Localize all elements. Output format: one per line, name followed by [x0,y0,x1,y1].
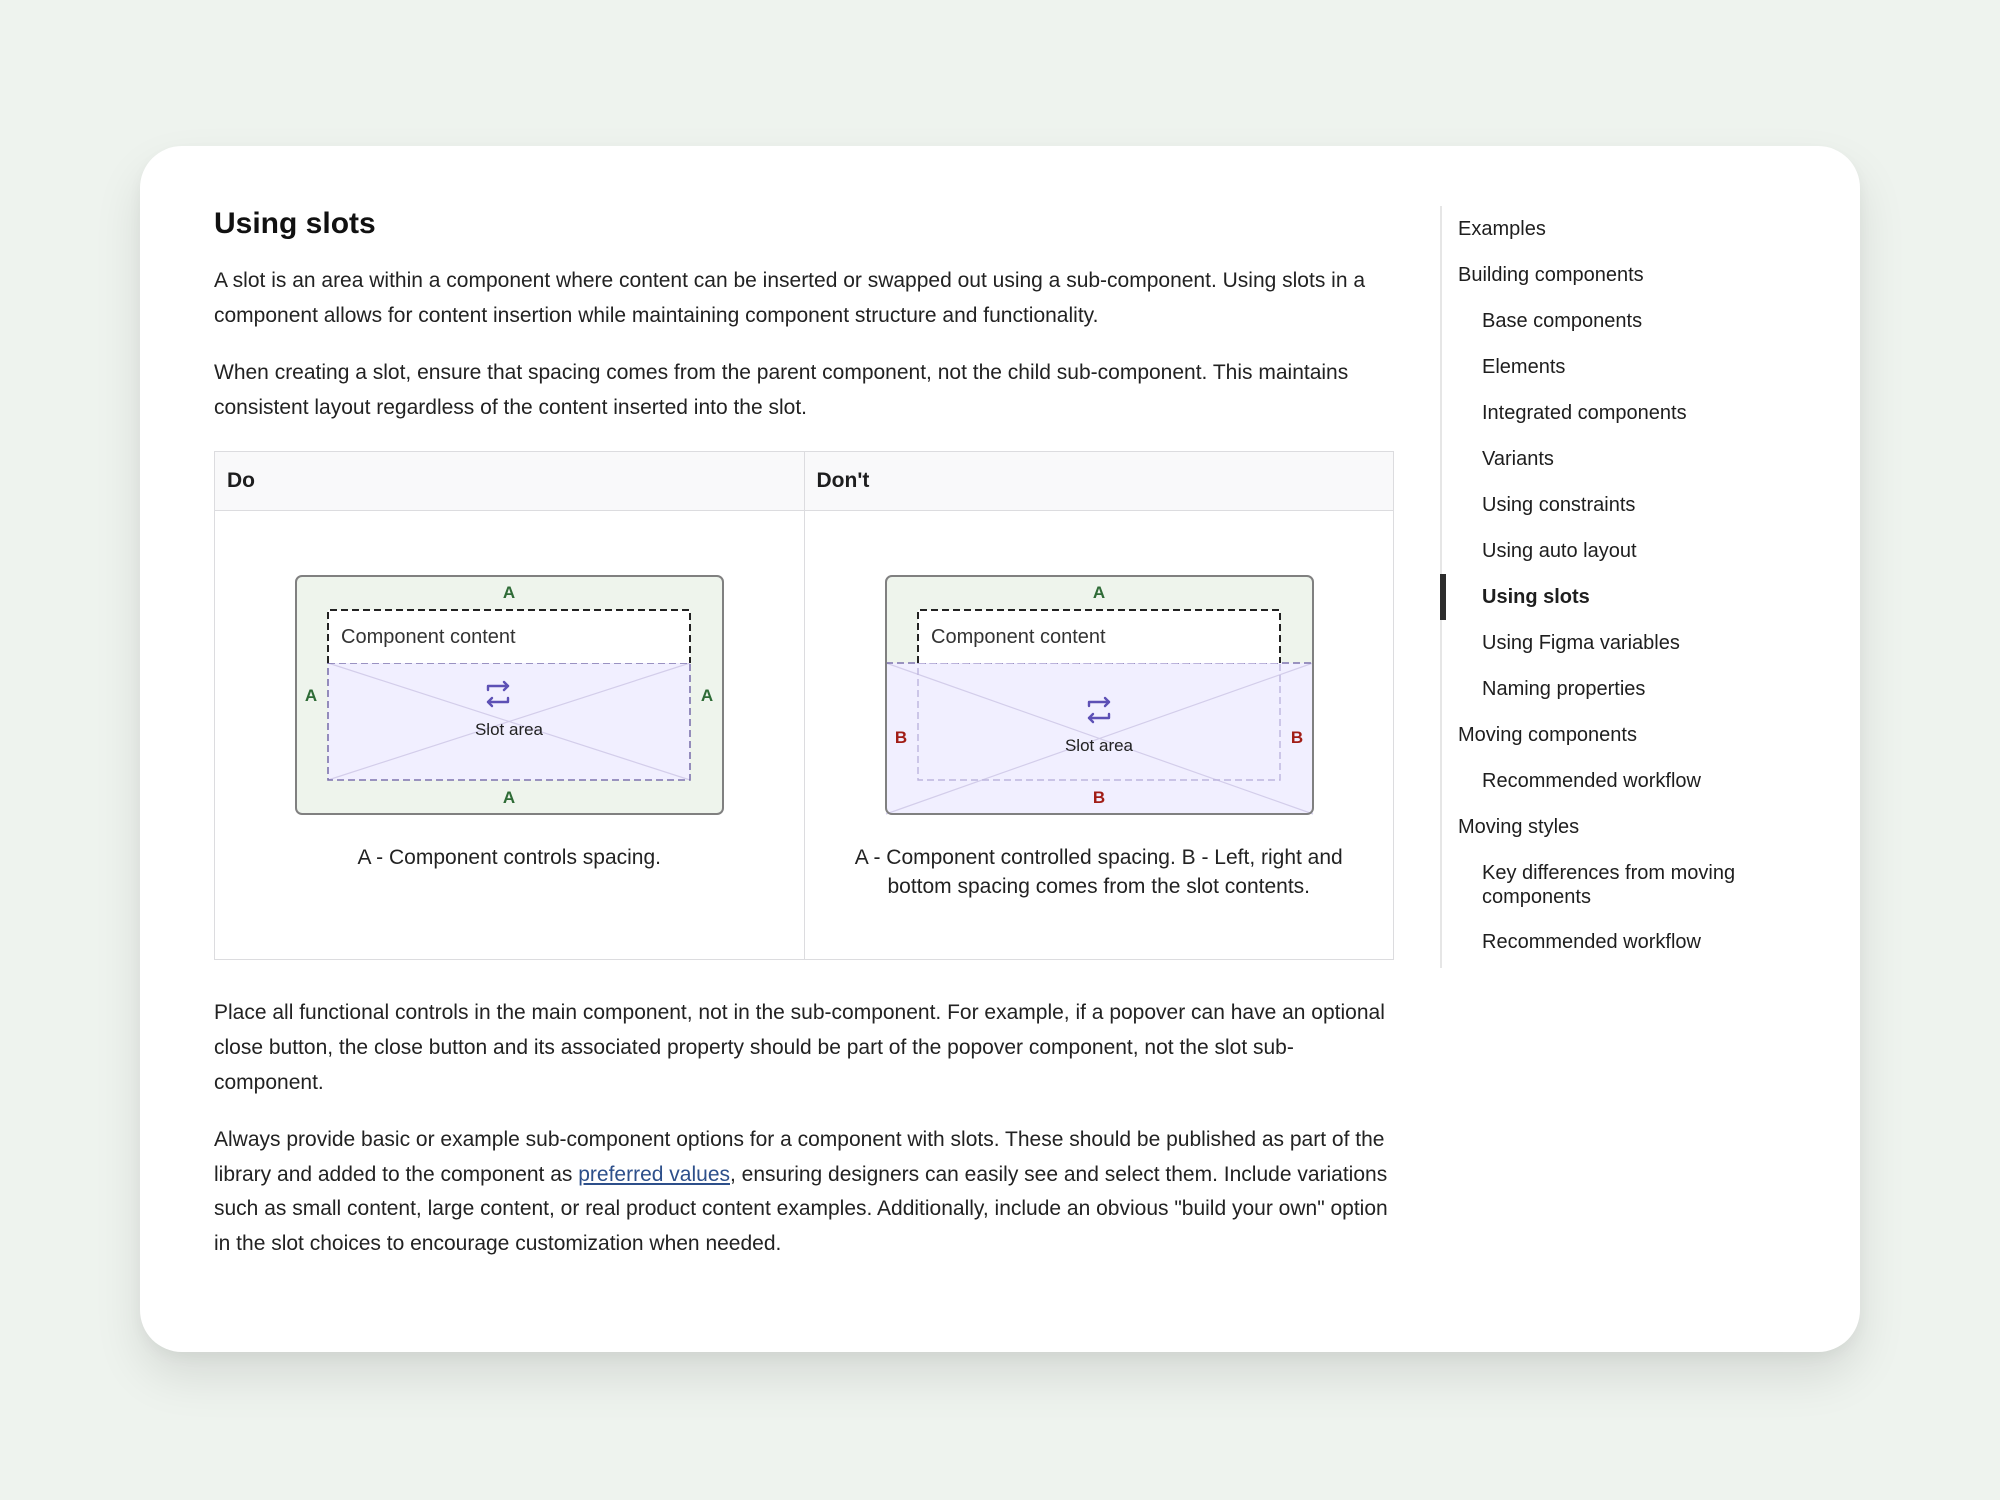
do-dont-table [214,451,1394,960]
dont-diagram [885,575,1315,835]
spacing-marker-a: A [304,686,318,706]
toc-item[interactable]: Using constraints [1482,494,1636,516]
toc-item[interactable]: Key differences from moving components [1482,862,1736,908]
component-content-label: Component content [341,626,516,649]
toc-item[interactable]: Recommended workflow [1482,770,1701,792]
slot-area-label: Slot area [474,720,544,740]
content-card [140,146,1860,1352]
page-title: Using slots [214,207,376,240]
options-paragraph [214,1123,1394,1261]
intro-paragraph: A slot is an area within a component where content can be inserted or swapped out using a sub-component. Using slots in a component allows for content insertion while maintaining component structure and functionality. [214,269,1366,327]
slot-area-label: Slot area [1064,736,1133,756]
toc-item[interactable]: Base components [1482,310,1643,332]
do-cell [215,511,805,960]
spacing-marker-b: B [1092,788,1105,808]
preferred-values-link[interactable]: preferred values [578,1162,730,1186]
spacing-marker-b: B [894,728,907,748]
do-header: Do [215,452,805,511]
toc-item[interactable]: Using Figma variables [1482,632,1680,654]
dont-caption: A - Component controlled spacing. B - Left, right and bottom spacing comes from the slot contents. [854,846,1343,899]
main-content [214,204,1394,1262]
toc-item[interactable]: Moving components [1458,724,1637,746]
spacing-marker-a: A [700,686,714,706]
toc-item[interactable]: Moving styles [1458,816,1580,838]
spacing-marker-a: A [502,788,516,808]
dont-cell [804,511,1394,960]
toc-item[interactable]: Using auto layout [1482,540,1637,562]
table-of-contents [1440,206,1782,968]
do-caption: A - Component controls spacing. [357,846,661,870]
spacing-marker-b: B [1290,728,1303,748]
options-text-after: , ensuring designers can easily see and select them. Include variations such as small content, large content, or real product content examples. Additionally, include an obvious "build your own" option in the slot choices to encourage customization when needed. [214,1162,1388,1255]
do-diagram [295,575,725,835]
toc-item[interactable]: Using slots [1442,585,1772,609]
spacing-paragraph: When creating a slot, ensure that spacing comes from the parent component, not the child sub-component. This maintains consistent layout regardless of the content inserted into the slot. [214,361,1349,419]
toc-item[interactable]: Elements [1482,356,1566,378]
spacing-marker-a: A [502,583,516,603]
dont-header: Don't [804,452,1394,511]
toc-item[interactable]: Naming properties [1482,678,1646,700]
toc-item[interactable]: Examples [1458,218,1546,240]
toc-item[interactable]: Variants [1482,448,1554,470]
spacing-marker-a: A [1092,583,1105,603]
component-content-label: Component content [930,626,1106,649]
toc-item[interactable]: Integrated components [1482,402,1687,424]
toc-item[interactable]: Recommended workflow [1482,931,1701,953]
toc-item[interactable]: Building components [1458,264,1644,286]
options-text-before: Always provide basic or example sub-component options for a component with slots. These should be published as part of the library and added to the component as [214,1128,1385,1186]
controls-paragraph: Place all functional controls in the main component, not in the sub-component. For example, if a popover can have an optional close button, the close button and its associated property should be part of the popover component, not the slot sub-component. [214,1001,1385,1094]
